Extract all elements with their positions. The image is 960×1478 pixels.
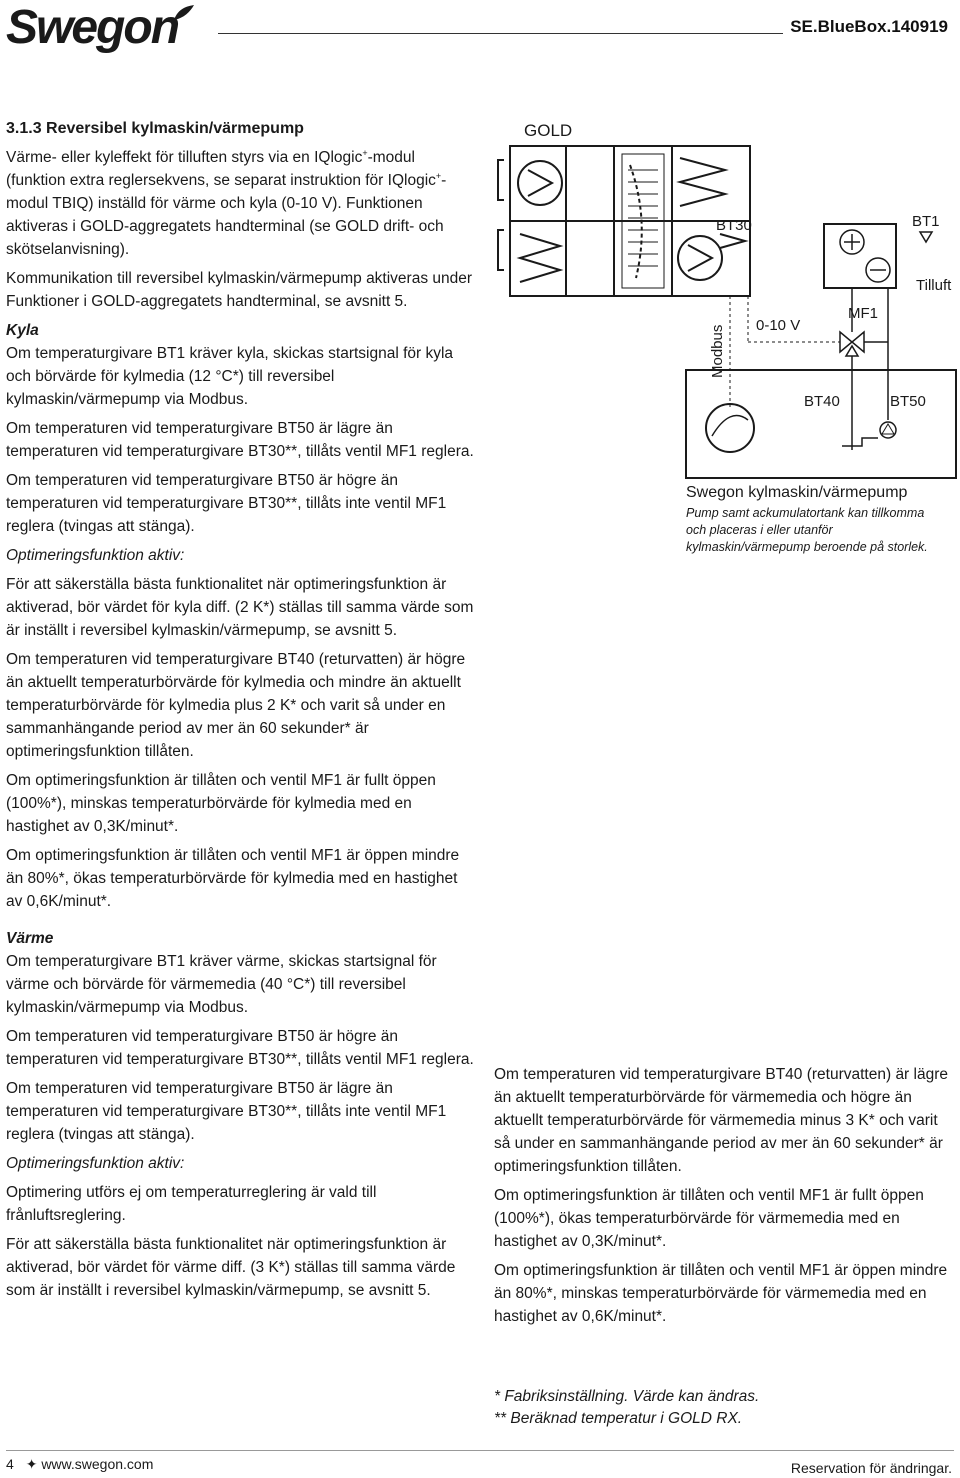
website-link[interactable]: www.swegon.com — [41, 1456, 154, 1472]
varme-optimization-heading: Optimeringsfunktion aktiv: — [6, 1155, 185, 1172]
leaf-icon: ✦ — [25, 1456, 38, 1472]
compressor-icon — [706, 404, 754, 452]
left-column — [6, 117, 476, 1308]
gold-label: GOLD — [524, 121, 573, 140]
kyla-heading: Kyla — [6, 322, 39, 339]
varme-paragraph: För att säkerställa bästa funktionalitet när optimeringsfunktion är aktiverad, bör värdet för värme diff. (3 K*) ställas till samma värde som är inställt i reversibel kylmaskin/värmepump, se avsnitt 5. — [6, 1236, 456, 1299]
swegon-logo: Swegon — [6, 1, 179, 54]
kyla-paragraph: Om optimeringsfunktion är tillåten och ventil MF1 är fullt öppen (100%*), minskas temperaturbörvärde för kylmedia med en hastighet av 0,3K/minut*. — [6, 772, 436, 835]
filter-icon — [680, 158, 725, 206]
varme-paragraph: Om temperaturen vid temperaturgivare BT50 är högre än temperaturen vid temperaturgivare BT30**, tillåts ventil MF1 reglera. — [6, 1028, 474, 1068]
superscript-plus: + — [435, 171, 442, 181]
bt30-label: BT30 — [716, 217, 752, 234]
footer-left — [6, 1456, 153, 1473]
fan-icon — [518, 161, 562, 205]
chiller-unit — [686, 370, 956, 478]
kyla-paragraph: Om optimeringsfunktion är tillåten och ventil MF1 är öppen mindre än 80%*, ökas temperaturbörvärde för kylmedia med en hastighet av 0,6K/minut*. — [6, 847, 460, 910]
varme-heading: Värme — [6, 930, 54, 947]
varme-paragraph: Om temperaturen vid temperaturgivare BT50 är lägre än temperaturen vid temperaturgivare BT30**, tillåts inte ventil MF1 reglera (tvingas att stänga). — [6, 1080, 447, 1143]
varme-paragraph: Optimering utförs ej om temperaturreglering är vald till frånluftsreglering. — [6, 1184, 377, 1224]
superscript-plus: + — [362, 148, 368, 158]
section-title: 3.1.3 Reversibel kylmaskin/värmepump — [6, 120, 304, 137]
footnote: ** Beräknad temperatur i GOLD RX. — [494, 1410, 743, 1427]
kyla-paragraph: Om temperaturen vid temperaturgivare BT50 är lägre än temperaturen vid temperaturgivare BT30**, tillåts ventil MF1 reglera. — [6, 420, 474, 460]
intro-text-a: Värme- eller kyleffekt för tilluften styrs via en IQlogic — [6, 149, 363, 166]
page-number: 4 — [6, 1456, 14, 1472]
diagram-caption-title: Swegon kylmaskin/värmepump — [686, 484, 908, 501]
bt1-label: BT1 — [912, 213, 940, 230]
modbus-label: Modbus — [709, 324, 726, 378]
communication-paragraph: Kommunikation till reversibel kylmaskin/värmepump aktiveras under Funktioner i GOLD-aggregatets handterminal, se avsnitt 5. — [6, 270, 473, 310]
footnotes — [494, 1386, 956, 1430]
kyla-paragraph: För att säkerställa bästa funktionalitet när optimeringsfunktion är aktiverad, bör värdet för kyla diff. (2 K*) ställas till samma värde som är inställt i reversibel kylmaskin/värmepump, se avsnitt 5. — [6, 576, 474, 639]
system-diagram — [490, 110, 960, 500]
footer-rule — [6, 1450, 954, 1451]
diagram-caption-note: Pump samt ackumulatortank kan tillkomma och placeras i eller utanför kylmaskin/värmepump beroende på storlek. — [686, 506, 928, 554]
intro-text-b: -modul (funktion extra reglersekvens, se separat instruktion för IQlogic — [6, 149, 436, 189]
bracket-icon — [498, 230, 504, 270]
intro-text-c: -modul TBIQ) inställd för värme och kyla (0-10 V). Funktionen aktiveras i GOLD-aggregatets handterminal (se GOLD drift- och skötselanvisning). — [6, 172, 447, 258]
footnote: * Fabriksinställning. Värde kan ändras. — [494, 1388, 760, 1405]
varme-paragraph: Om optimeringsfunktion är tillåten och ventil MF1 är öppen mindre än 80%*, minskas temperaturbörvärde för värmemedia med en hastighet av 0,6K/minut*. — [494, 1262, 948, 1325]
bt40-label: BT40 — [804, 393, 840, 410]
tilluft-label: Tilluft — [916, 277, 952, 294]
leaf-icon — [172, 4, 196, 22]
kyla-paragraph: Om temperaturen vid temperaturgivare BT40 (returvatten) är högre än aktuellt temperaturbörvärde för kylmedia och mindre än aktuellt temperaturbörvärde för kylmedia plus 2 K* och varit så under en sammanhängande period av mer än 60 sekunder* är optimeringsfunktion tillåten. — [6, 651, 466, 760]
sensor-icon — [920, 232, 932, 242]
kyla-paragraph: Om temperaturgivare BT1 kräver kyla, skickas startsignal för kyla och börvärde för kylmedia (12 °C*) till reversibel kylmaskin/värmepump via Modbus. — [6, 345, 454, 408]
kyla-optimization-heading: Optimeringsfunktion aktiv: — [6, 547, 185, 564]
varme-paragraph: Om optimeringsfunktion är tillåten och ventil MF1 är fullt öppen (100%*), ökas temperaturbörvärde för värmemedia med en hastighet av 0,3K/minut*. — [494, 1187, 924, 1250]
fan-icon — [678, 236, 722, 280]
filter-icon — [520, 234, 560, 282]
document-id: SE.BlueBox.140919 — [790, 17, 948, 36]
footer-disclaimer: Reservation för ändringar. — [790, 1460, 952, 1476]
coil-icon — [720, 234, 745, 248]
kyla-paragraph: Om temperaturen vid temperaturgivare BT50 är högre än temperaturen vid temperaturgivare BT30**, tillåts inte ventil MF1 reglera (tvingas att stänga). — [6, 472, 447, 535]
mf1-label: MF1 — [848, 305, 878, 322]
fan-icon — [688, 245, 712, 271]
valve-icon — [840, 332, 864, 352]
fan-icon — [528, 170, 552, 196]
intro-paragraph — [6, 146, 476, 261]
bracket-icon — [498, 160, 504, 200]
voltage-label: 0-10 V — [756, 317, 801, 334]
header-rule — [218, 33, 783, 34]
varme-paragraph: Om temperaturgivare BT1 kräver värme, skickas startsignal för värme och börvärde för värmemedia (40 °C*) till reversibel kylmaskin/värmepump via Modbus. — [6, 953, 437, 1016]
right-column — [494, 1063, 956, 1334]
varme-paragraph: Om temperaturen vid temperaturgivare BT40 (returvatten) är lägre än aktuellt temperaturbörvärde för värmemedia och högre än aktuellt temperaturbörvärde för värmemedia minus 3 K* och varit så under en sammanhängande period av mer än 60 sekunder* är optimeringsfunktion tillåten. — [494, 1066, 948, 1175]
bt50-label: BT50 — [890, 393, 926, 410]
